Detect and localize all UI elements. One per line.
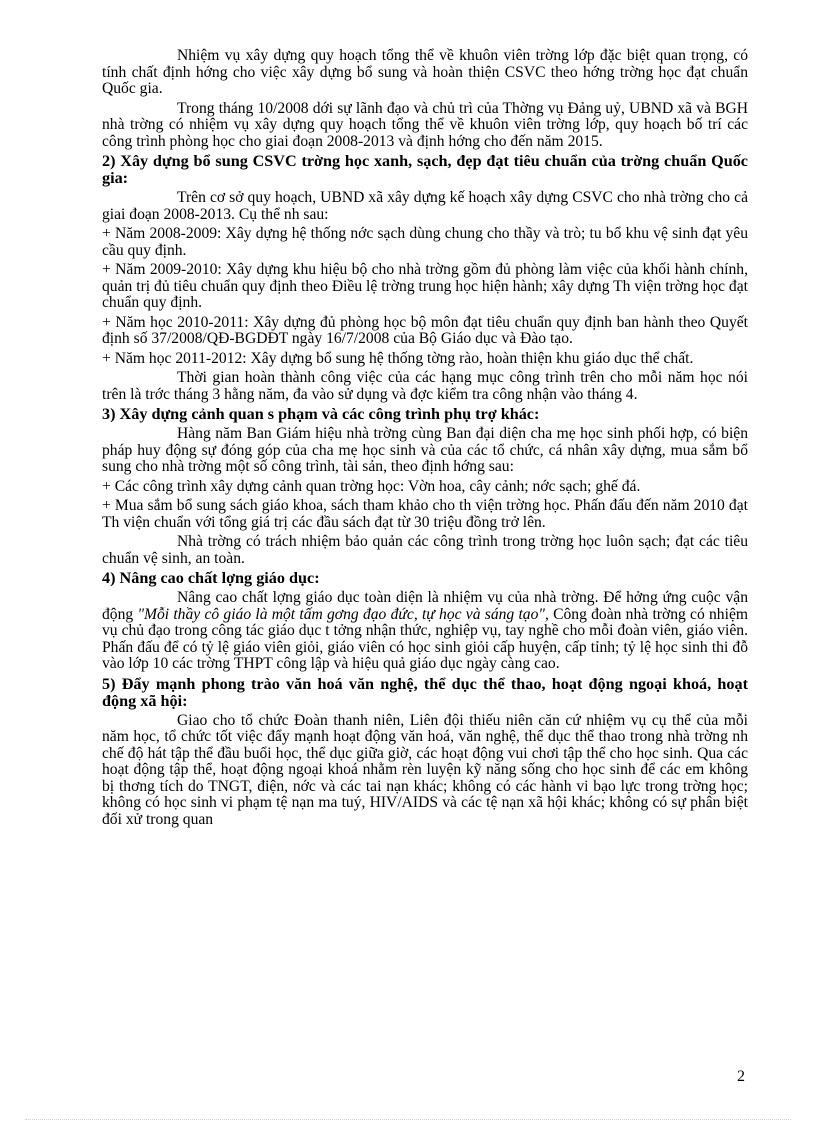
list-item: + Năm học 2010-2011: Xây dựng đủ phòng học bộ môn đạt tiêu chuẩn quy định ban hành theo Quyết định số 37/2008/QĐ-BGDĐT ngày 16/7/2008 của Bộ Giáo dục và Đào tạo. [102, 313, 748, 347]
page-bottom-divider [25, 1119, 791, 1120]
section-heading-4: 4) Nâng cao chất lợng giáo dục: [102, 569, 320, 587]
paragraph [102, 590, 748, 673]
list-item: + Các công trình xây dựng cảnh quan trờng học: Vờn hoa, cây cảnh; nớc sạch; ghế đá. [102, 477, 641, 495]
campaign-quote: "Mỗi thầy cô giáo là một tấm gơng đạo đức, tự học và sáng tạo" [137, 605, 545, 623]
list-item: + Năm 2008-2009: Xây dựng hệ thống nớc sạch dùng chung cho thầy và trò; tu bổ khu vệ sinh đạt yêu cầu quy định. [102, 225, 748, 259]
list-item: + Năm học 2011-2012: Xây dựng bổ sung hệ thống tờng rào, hoàn thiện khu giáo dục thể chất. [102, 349, 694, 367]
paragraph: Hàng năm Ban Giám hiệu nhà trờng cùng Ban đại diện cha mẹ học sinh phối hợp, có biện pháp huy động sự đóng góp của cha mẹ học sinh và của các tổ chức, cá nhân xây dựng, mua sắm bổ sung cho nhà trờng một số công trình, tài sản, theo định hớng sau: [102, 425, 748, 475]
paragraph: Nhiệm vụ xây dựng quy hoạch tổng thể về khuôn viên trờng lớp đặc biệt quan trọng, có tính chất định hớng cho việc xây dựng bổ sung và hoàn thiện CSVC theo hớng trờng học đạt chuẩn Quốc gia. [102, 47, 748, 97]
section-heading-5: 5) Đẩy mạnh phong trào văn hoá văn nghệ, thể dục thể thao, hoạt động ngoại khoá, hoạt động xã hội: [102, 674, 748, 710]
list-item: + Năm 2009-2010: Xây dựng khu hiệu bộ cho nhà trờng gồm đủ phòng làm việc của khối hành chính, quản trị đủ tiêu chuẩn quy định theo Điều lệ trờng trung học hiện hành; xây dựng Th viện trờng học đạt chuẩn quy định. [102, 261, 748, 311]
paragraph: Nhà trờng có trách nhiệm bảo quản các công trình trong trờng học luôn sạch; đạt các tiêu chuẩn vệ sinh, an toàn. [102, 533, 748, 567]
list-item: + Mua sắm bổ sung sách giáo khoa, sách tham khảo cho th viện trờng học. Phấn đấu đến năm 2010 đạt Th viện chuẩn với tổng giá trị các đầu sách đạt từ 30 triệu đồng trở lên. [102, 497, 748, 531]
paragraph: Thời gian hoàn thành công việc của các hạng mục công trình trên cho mỗi năm học nói trên là trớc tháng 3 hằng năm, đa vào sử dụng và đợc kiểm tra công nhận vào tháng 4. [102, 369, 748, 403]
section-heading-3: 3) Xây dựng cảnh quan s phạm và các công trình phụ trợ khác: [102, 405, 540, 423]
section-heading-2: 2) Xây dựng bổ sung CSVC trờng học xanh, sạch, đẹp đạt tiêu chuẩn của trờng chuẩn Quốc gia: [102, 152, 748, 187]
document-body [102, 48, 748, 831]
paragraph: Trong tháng 10/2008 dới sự lãnh đạo và chủ trì của Thờng vụ Đảng uỷ, UBND xã và BGH nhà trờng có nhiệm vụ xây dựng quy hoạch tổng thể về khuôn viên trờng lớp, quy hoạch bố trí các công trình phòng học cho giai đoạn 2008-2013 và định hớng cho đến năm 2015. [102, 99, 748, 150]
paragraph: Giao cho tổ chức Đoàn thanh niên, Liên đội thiếu niên căn cứ nhiệm vụ cụ thể của mỗi năm học, tổ chức tốt việc đẩy mạnh hoạt động văn hoá, văn nghệ, thể dục thể thao trong nhà trờng nh chế độ hát tập thể đầu buổi học, thể dục giữa giờ, các hoạt động vui chơi tập thể cho học sinh. Qua các hoạt động tập thể, hoạt động ngoại khoá nhằm rèn luyện kỹ năng sống cho học sinh để các em không bị thơng tích do TNGT, điện, nớc và các tai nạn khác; không có các hành vi bạo lực trong trờng học; không có học sinh vi phạm tệ nạn ma tuý, HIV/AIDS và các tệ nạn xã hội khác; không có sự phân biệt đối xử trong quan [102, 711, 748, 828]
paragraph-text: , Công đoàn nhà trờng có nhiệm vụ chủ đạo trong công tác giáo dục t tởng nhận thức, nghiệp vụ, tay nghề cho mỗi đoàn viên, giáo viên. Phấn đấu để có tỷ lệ giáo viên giỏi, giáo viên có học sinh giỏi cấp huyện, cấp tỉnh; tỷ lệ học sinh thi đỗ vào lớp 10 các trờng THPT công lập và hiệu quả giáo dục ngày càng cao. [102, 605, 748, 672]
page-number: 2 [737, 1068, 745, 1085]
paragraph-text: Nâng cao chất lợng giáo dục toàn diện là nhiệm vụ của nhà trờng. Để hởng ứng cuộc vận động [102, 589, 748, 623]
paragraph: Trên cơ sở quy hoạch, UBND xã xây dựng kế hoạch xây dựng CSVC cho nhà trờng cho cả giai đoạn 2008-2013. Cụ thể nh sau: [102, 189, 748, 223]
